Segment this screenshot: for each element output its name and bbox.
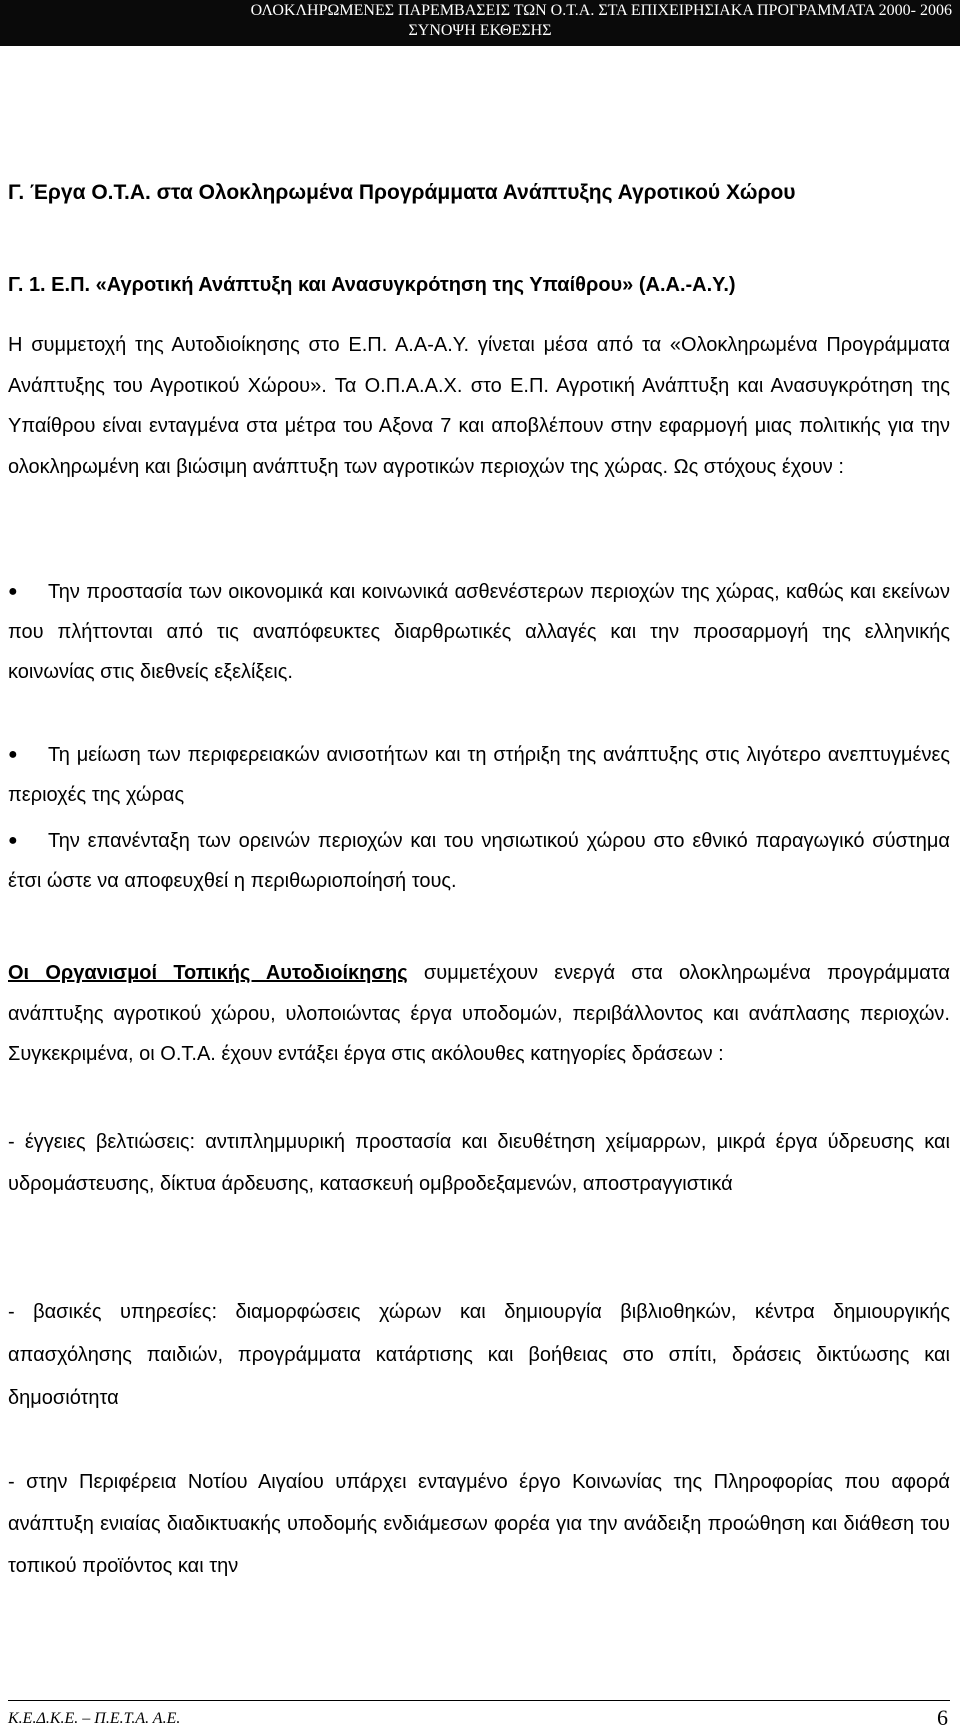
footer-divider — [8, 1700, 950, 1701]
ota-rest-text: συμμετέχουν ενεργά στα ολοκληρωμένα προγράμματα ανάπτυξης αγροτικού χώρου, υλοποιώντας έργα υποδομών, περιβάλλοντος και ανάπλασης περιοχών. Συγκεκριμένα, οι Ο.Τ.Α. έχουν εντάξει έργα στις ακόλουθες κατηγορίες δράσεων : — [8, 962, 950, 1065]
page-number: 6 — [937, 1705, 948, 1730]
bullet-dot-icon: ● — [8, 746, 18, 763]
bullet-list-1 — [8, 572, 950, 692]
ota-paragraph — [8, 953, 950, 1075]
bullet-list-2 — [8, 735, 950, 815]
bullet-text: Την επανένταξη των ορεινών περιοχών και του νησιωτικού χώρου στο εθνικό παραγωγικό σύστημα έτσι ώστε να αποφευχθεί η περιθωριοποίησή τους. — [8, 830, 950, 892]
header-title: ΟΛΟΚΛΗΡΩΜΕΝΕΣ ΠΑΡΕΜΒΑΣΕΙΣ ΤΩΝ Ο.Τ.Α. ΣΤΑ ΕΠΙΧΕΙΡΗΣΙΑΚΑ ΠΡΟΓΡΑΜΜΑΤΑ 2000- 2006 — [250, 2, 952, 19]
footer-organization: Κ.Ε.Δ.Κ.Ε. – Π.Ε.Τ.Α. Α.Ε. — [8, 1710, 181, 1727]
category-item-basic-services: - βασικές υπηρεσίες: διαμορφώσεις χώρων και δημιουργία βιβλιοθηκών, κέντρα δημιουργικής απασχόλησης παιδιών, προγράμματα κατάρτισης και βοήθειας στο σπίτι, δράσεις δικτύωσης και δημοσιότητα — [8, 1301, 950, 1409]
bullet-dot-icon: ● — [8, 832, 18, 849]
bullet-dot-icon: ● — [8, 583, 18, 600]
ota-lead-text: Οι Οργανισμοί Τοπικής Αυτοδιοίκησης — [8, 962, 408, 984]
bullet-text: Τη μείωση των περιφερειακών ανισοτήτων και τη στήριξη της ανάπτυξης στις λιγότερο ανεπτυγμένες περιοχές της χώρας — [8, 744, 950, 806]
sub-title: Γ. 1. Ε.Π. «Αγροτική Ανάπτυξη και Ανασυγκρότηση της Υπαίθρου» (Α.Α.-Α.Υ.) — [8, 274, 736, 296]
category-item-land-improvements: - έγγειες βελτιώσεις: αντιπλημμυρική προστασία και διευθέτηση χείμαρρων, μικρά έργα ύδρευσης και υδρομάστευσης, δίκτυα άρδευσης, κατασκευή ομβροδεξαμενών, αποστραγγιστικά — [8, 1131, 950, 1195]
bullet-list-3 — [8, 821, 950, 901]
header-band — [0, 0, 960, 46]
bullet-item — [8, 821, 950, 901]
category-item-information-society: - στην Περιφέρεια Νοτίου Αιγαίου υπάρχει ενταγμένο έργο Κοινωνίας της Πληροφορίας που αφορά ανάπτυξη ενιαίας διαδικτυακής υποδομής ενδιάμεσων φορέα για την ανάδειξη προώθηση και διάθεση του τοπικού προϊόντος και την — [8, 1471, 950, 1577]
header-subtitle: ΣΥΝΟΨΗ ΕΚΘΕΣΗΣ — [408, 22, 552, 39]
bullet-item — [8, 572, 950, 692]
section-title: Γ. Έργα Ο.Τ.Α. στα Ολοκληρωμένα Προγράμματα Ανάπτυξης Αγροτικού Χώρου — [8, 181, 796, 204]
intro-paragraph: Η συμμετοχή της Αυτοδιοίκησης στο Ε.Π. Α.Α-Α.Υ. γίνεται μέσα από τα «Ολοκληρωμένα Προγράμματα Ανάπτυξης του Αγροτικού Χώρου». Τα Ο.Π.Α.Α.Χ. στο Ε.Π. Αγροτική Ανάπτυξη και Ανασυγκρότηση της Υπαίθρου είναι ενταγμένα στα μέτρα του Αξονα 7 και αποβλέπουν στην εφαρμογή μιας πολιτικής για την ολοκληρωμένη και βιώσιμη ανάπτυξη των αγροτικών περιοχών της χώρας. Ως στόχους έχουν : — [8, 334, 950, 478]
bullet-text: Την προστασία των οικονομικά και κοινωνικά ασθενέστερων περιοχών της χώρας, καθώς και εκείνων που πλήττονται από τις αναπόφευκτες διαρθρωτικές αλλαγές και την προσαρμογή της ελληνικής κοινωνίας στις διεθνείς εξελίξεις. — [8, 581, 950, 683]
bullet-item — [8, 735, 950, 815]
